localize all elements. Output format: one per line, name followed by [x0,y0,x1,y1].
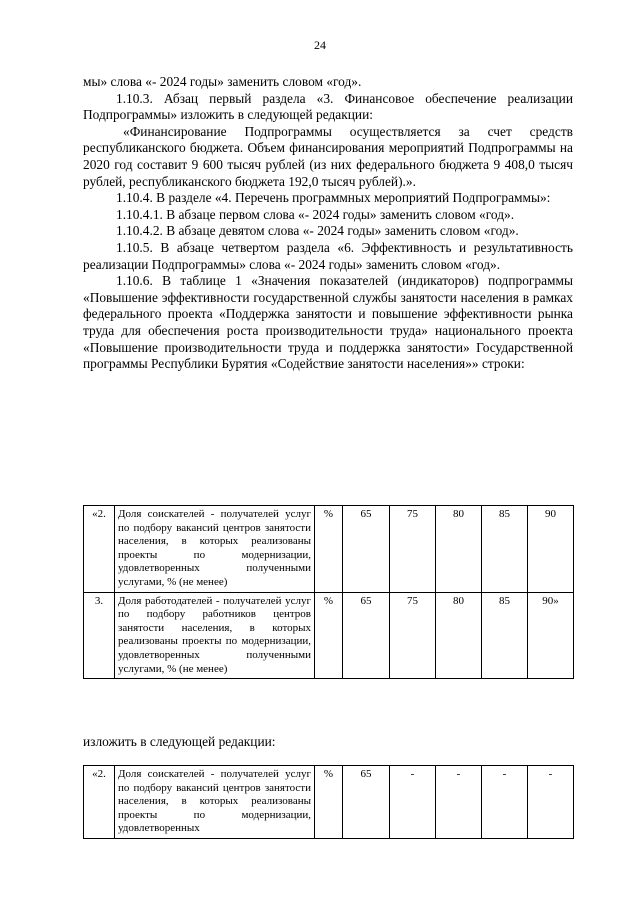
row-unit: % [315,592,343,679]
paragraph: 1.10.4.2. В абзаце девятом слова «- 2024 годы» заменить словом «год». [116,223,519,239]
row-number: 3. [84,592,115,679]
row-value: - [436,766,482,839]
paragraph: мы» слова «- 2024 годы» заменить словом «год». [83,74,362,89]
row-value: 65 [343,766,390,839]
page-number: 24 [314,38,326,52]
row-value: - [528,766,574,839]
paragraph: 1.10.4.1. В абзаце первом слова «- 2024 годы» заменить словом «год». [116,206,515,222]
paragraph: 1.10.3. Абзац первый раздела «3. Финансовое обеспечение реализации Подпрограммы» изложить в следующей редакции: [83,90,573,123]
row-number: «2. [84,506,115,593]
row-number: «2. [84,766,115,839]
table-row [84,592,574,679]
document-body [83,74,573,373]
row-value: 65 [343,592,390,679]
row-value: 85 [482,592,528,679]
indicator-table-new [83,765,574,839]
row-value: 90» [528,592,574,679]
row-description: Доля соискателей - получателей услуг по подбору вакансий центров занятости населения, в которых реализованы проекты по модернизации, удовлетворенных полученными услугами, % (не менее) [115,506,315,593]
paragraph: 1.10.6. В таблице 1 «Значения показателей (индикаторов) подпрограммы «Повышение эффективности государственной службы занятости населения в рамках федерального проекта «Поддержка занятости и повышение эффективности рынка труда для обеспечения роста производительности труда» национального проекта «Повышение производительности труда и поддержка занятости» Государственной программы Республики Бурятия «Содействие занятости населения»» строки: [83,273,573,372]
row-value: 75 [390,506,436,593]
paragraph: «Финансирование Подпрограммы осуществляется за счет средств республиканского бюджета. Объем финансирования мероприятий Подпрограммы на 2020 год составит 9 600 тысяч рублей (из них федерального бюджета 9 408,0 тысяч рублей, республиканского бюджета 192,0 тысяч рублей).». [83,123,573,189]
row-value: - [482,766,528,839]
row-value: 80 [436,506,482,593]
row-value: 90 [528,506,574,593]
row-value: 80 [436,592,482,679]
row-description: Доля работодателей - получателей услуг по подбору работников центров занятости населения, в которых реализованы проекты по модернизации, удовлетворенных полученными услугами, % (не менее) [115,592,315,679]
row-description: Доля соискателей - получателей услуг по подбору вакансий центров занятости населения, в которых реализованы проекты по модернизации, удовлетворенных [115,766,315,839]
row-value: 65 [343,506,390,593]
paragraph: 1.10.4. В разделе «4. Перечень программных мероприятий Подпрограммы»: [116,190,551,206]
table-row [84,506,574,593]
row-unit: % [315,766,343,839]
indicator-table-old [83,505,574,679]
paragraph: 1.10.5. В абзаце четвертом раздела «6. Эффективность и результативность реализации Подпрограммы» слова «- 2024 годы» заменить словом «год». [83,239,573,272]
table-row [84,766,574,839]
replacement-caption: изложить в следующей редакции: [83,734,276,749]
row-value: 75 [390,592,436,679]
row-value: 85 [482,506,528,593]
row-value: - [390,766,436,839]
row-unit: % [315,506,343,593]
